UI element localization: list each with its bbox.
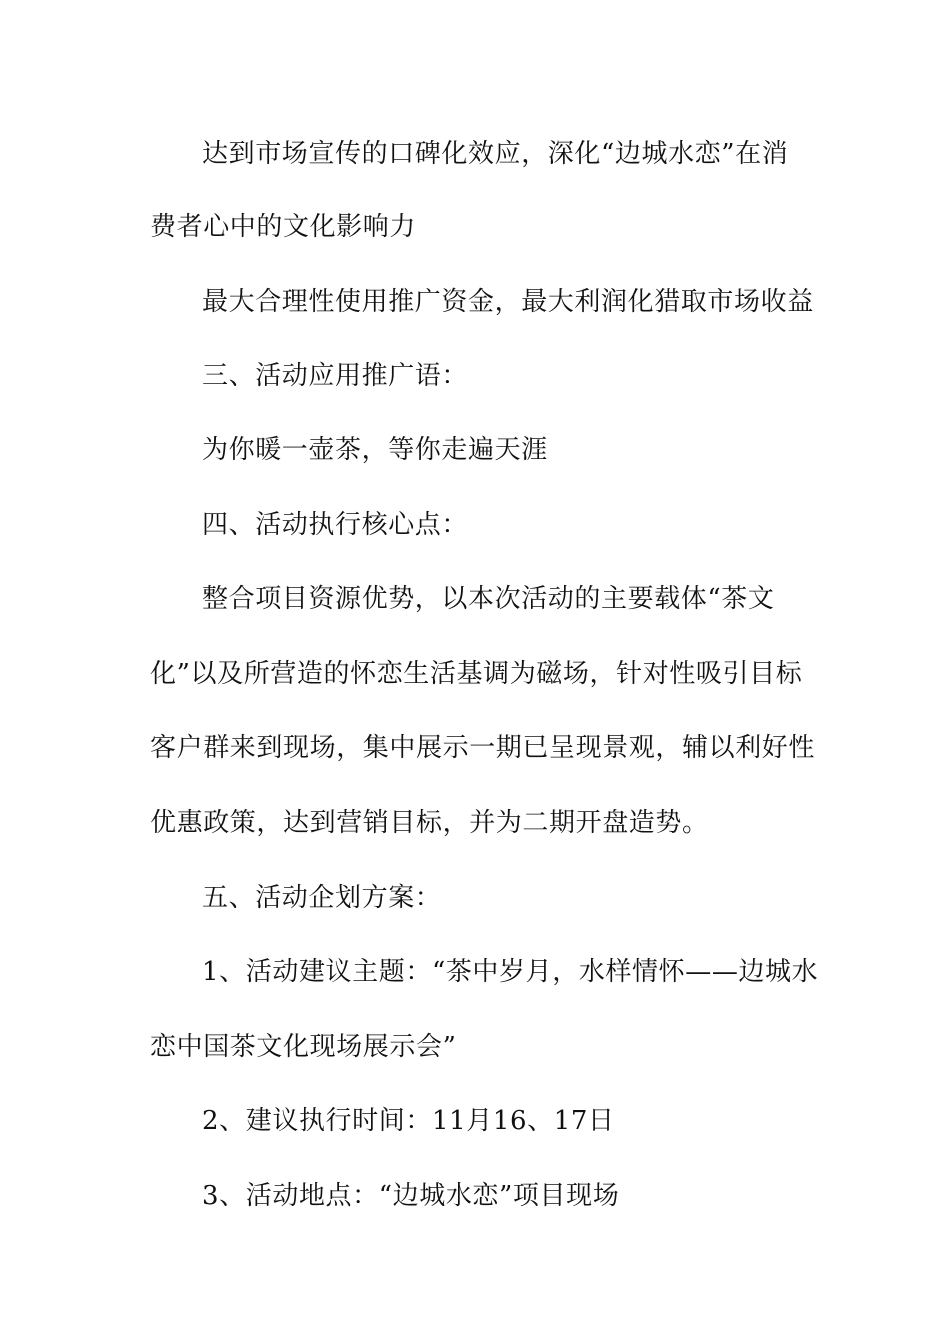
list-item-3: 3、活动地点：“边城水恋”项目现场 (202, 1181, 620, 1211)
slogan-line: 为你暖一壶茶，等你走遍天涯 (202, 435, 548, 465)
paragraph-line-2: 费者心中的文化影响力 (150, 212, 417, 242)
paragraph-line-8: 化”以及所营造的怀恋生活基调为磁场，针对性吸引目标 (150, 659, 803, 689)
list-item-1-line-2: 恋中国茶文化现场展示会” (150, 1032, 457, 1062)
paragraph-line-10: 优惠政策，达到营销目标，并为二期开盘造势。 (150, 808, 709, 838)
section-heading-3: 三、活动应用推广语： (202, 361, 469, 391)
paragraph-line-7: 整合项目资源优势，以本次活动的主要载体“茶文 (202, 584, 775, 614)
paragraph-line-9: 客户群来到现场，集中展示一期已呈现景观，辅以利好性 (150, 733, 816, 763)
paragraph-line-3: 最大合理性使用推广资金，最大利润化猎取市场收益 (202, 287, 814, 317)
paragraph-line-1: 达到市场宣传的口碑化效应，深化“边城水恋”在消 (202, 139, 789, 169)
list-item-1-line-1: 1、活动建议主题：“茶中岁月，水样情怀——边城水 (202, 957, 819, 987)
section-heading-5: 五、活动企划方案： (202, 883, 442, 913)
list-item-2: 2、建议执行时间：11月16、17日 (202, 1106, 615, 1136)
section-heading-4: 四、活动执行核心点： (202, 510, 469, 540)
